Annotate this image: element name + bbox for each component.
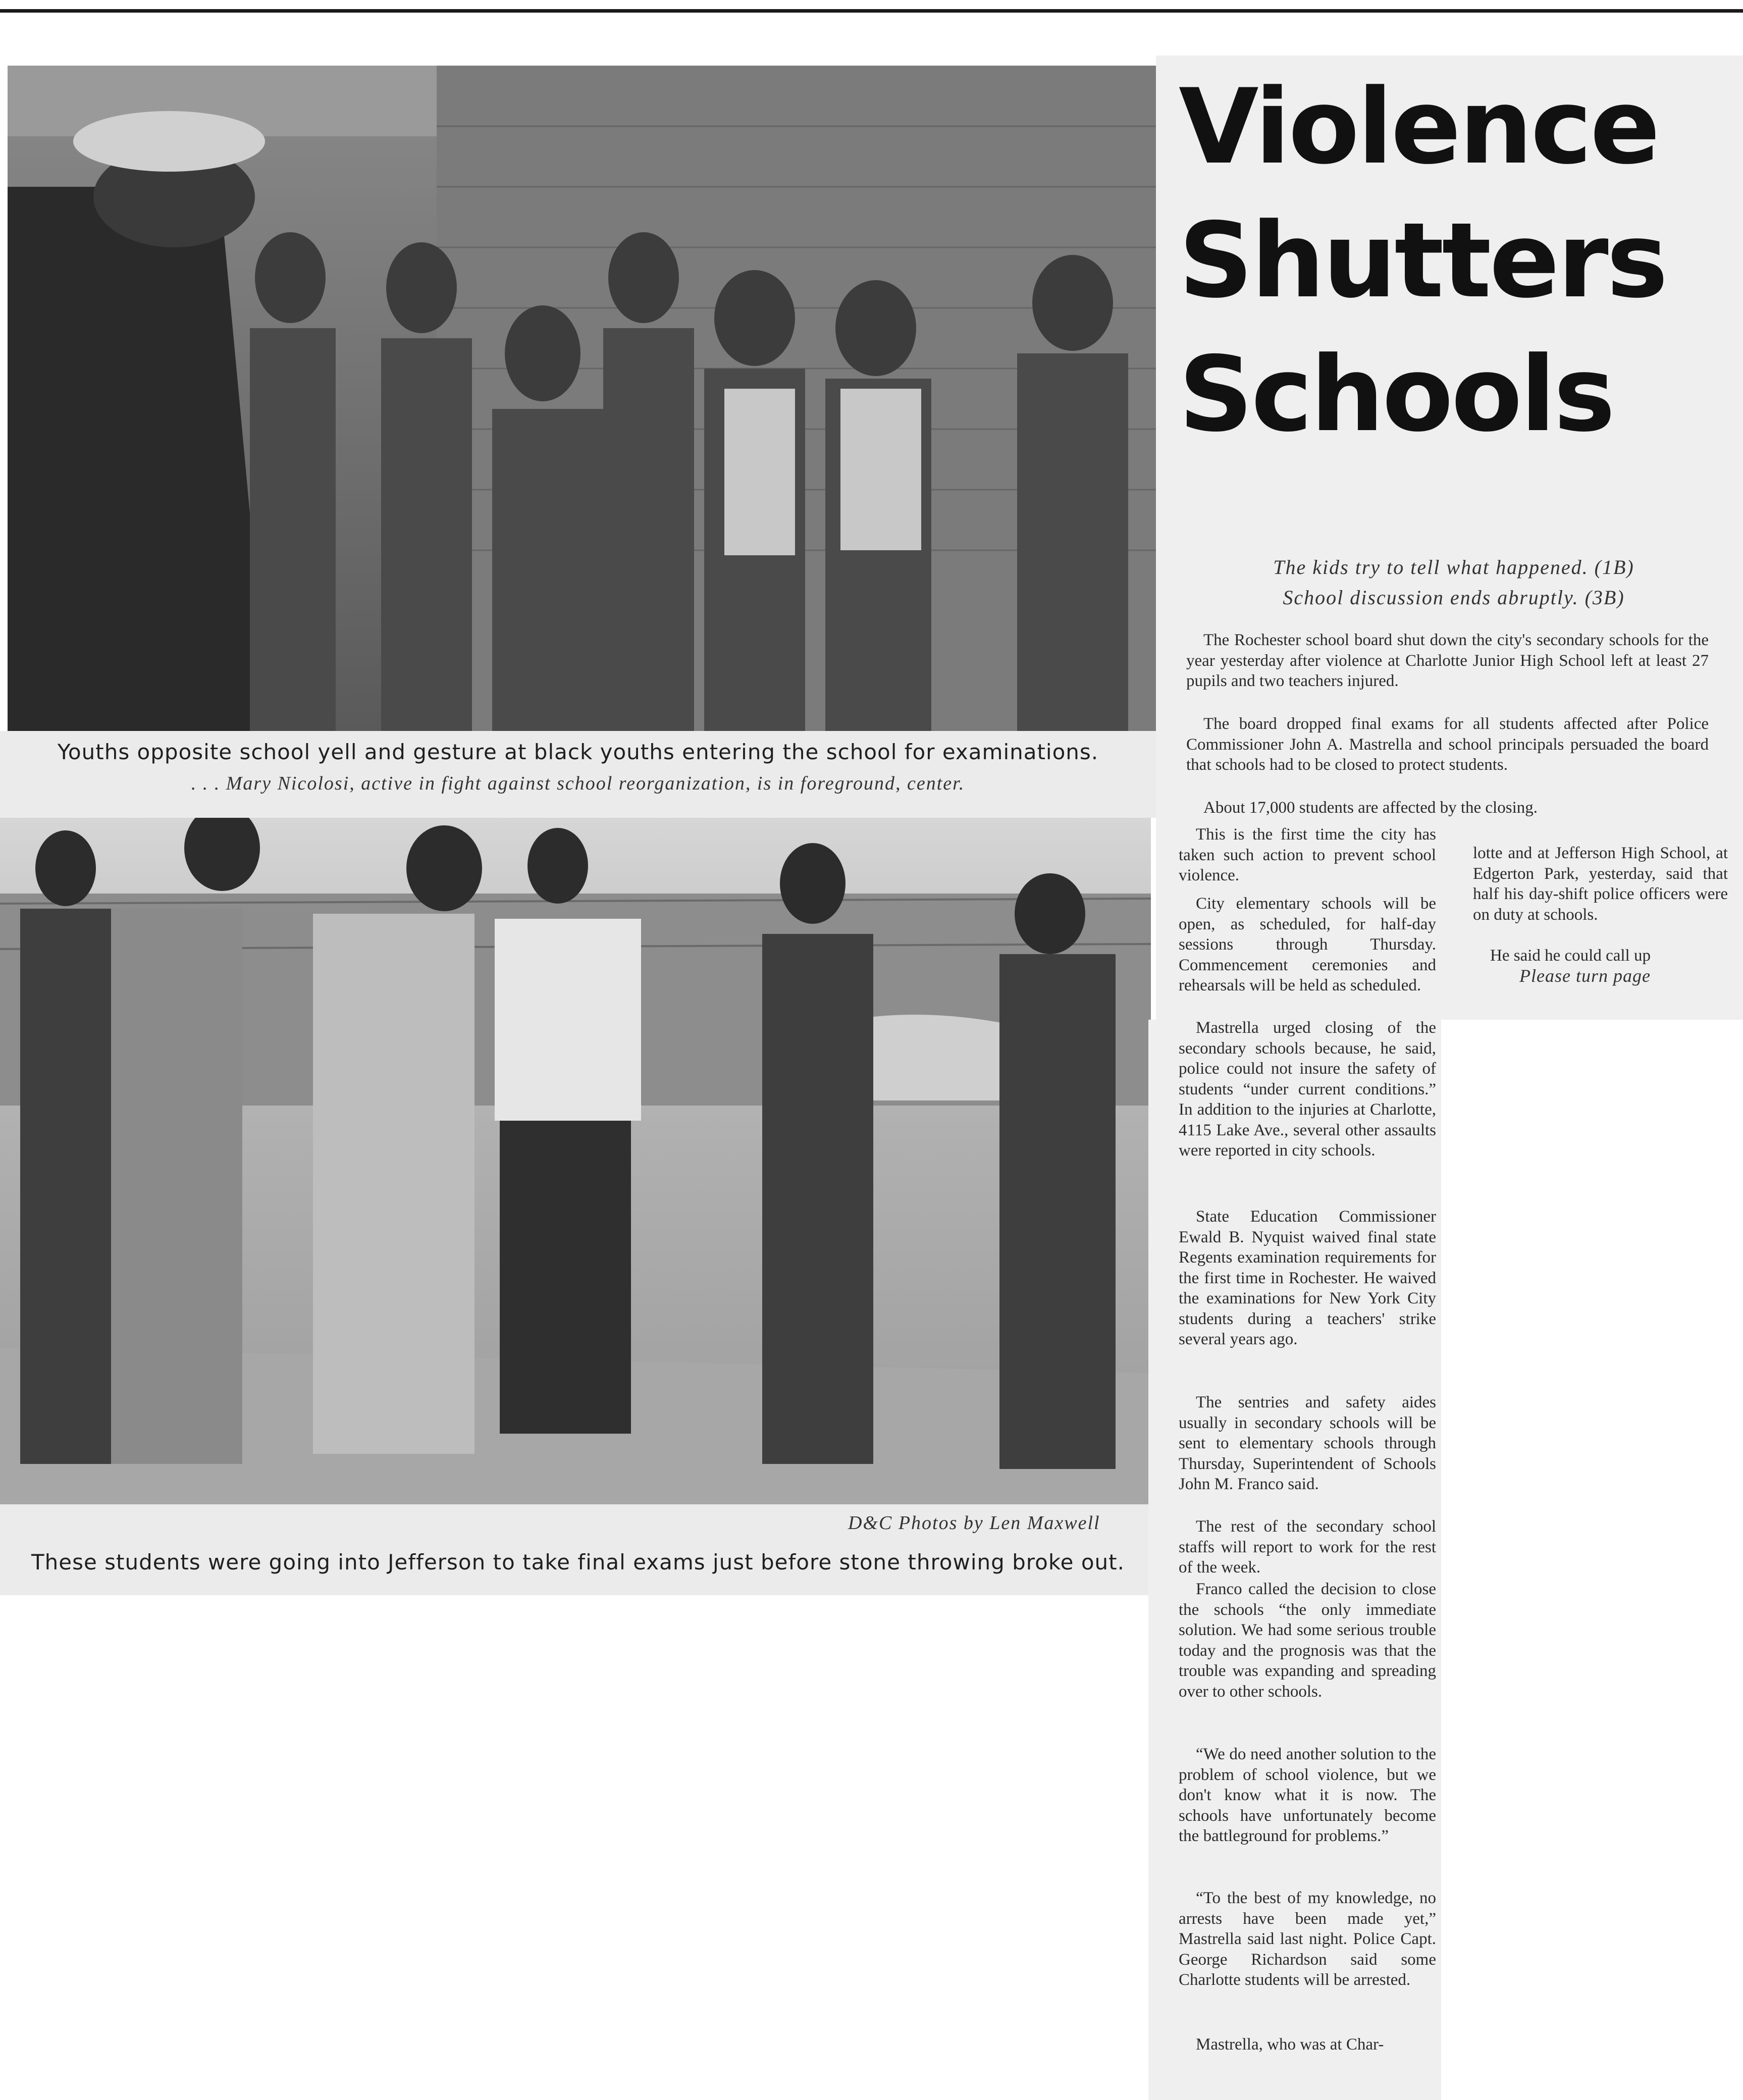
- headline-line-1: Violence: [1179, 67, 1658, 187]
- photo-credit: D&C Photos by Len Maxwell: [848, 1512, 1100, 1534]
- column1-paragraph-5: The sentries and safety aides usually in secondary schools will be sent to elementary schools through Thursday, Superintendent of Schools John M. Franco said.: [1179, 1393, 1436, 1493]
- photo1-caption: Youths opposite school yell and gesture at black youths entering the school for examinations.: [57, 740, 1099, 764]
- jump-line: Please turn page: [1519, 966, 1651, 986]
- photo-students-entering-jefferson: [0, 818, 1151, 1504]
- column1-paragraph-9: “To the best of my knowledge, no arrests have been made yet,” Mastrella said last night. Police Capt. George Richardson said some Charlotte students will be arrested.: [1179, 1889, 1436, 1989]
- article-paragraph-2: The board dropped final exams for all students affected after Police Commissioner John A. Mastrella and school principals persuaded the board that schools had to be closed to protect students.: [1186, 715, 1709, 774]
- column1-paragraph-4: State Education Commissioner Ewald B. Nyquist waived final state Regents examination requirements for the first time in Rochester. He waived the examinations for New York City students during a teachers' strike several years ago.: [1179, 1208, 1436, 1348]
- column1-paragraph-7: Franco called the decision to close the schools “the only immediate solution. We had some serious trouble today and the prognosis was that the trouble was expanding and spreading over to other schools.: [1179, 1580, 1436, 1701]
- column2-paragraph-1: lotte and at Jefferson High School, at Edgerton Park, yesterday, said that half his day-shift police officers were on duty at schools.: [1473, 844, 1728, 924]
- column1-paragraph-2: City elementary schools will be open, as scheduled, for half-day sessions through Thursday. Commencement ceremonies and rehearsals will be held as scheduled.: [1179, 895, 1436, 994]
- column1-paragraph-8: “We do need another solution to the problem of school violence, but we don't know what it is now. The schools have unfortunately become the battleground for problems.”: [1179, 1745, 1436, 1845]
- photo-youths-gesturing: [8, 66, 1156, 731]
- column1-paragraph-1: This is the first time the city has taken such action to prevent school violence.: [1179, 825, 1436, 884]
- headline-line-3: Schools: [1179, 335, 1614, 455]
- headline-line-2: Shutters: [1179, 201, 1666, 321]
- column1-paragraph-3: Mastrella urged closing of the secondary schools because, he said, police could not insure the safety of students “under current conditions.” In addition to the injuries at Charlotte, 4115 Lake Ave., several other assaults were reported in city schools.: [1179, 1019, 1436, 1160]
- column1-paragraph-6: The rest of the secondary school staffs will report to work for the rest of the week.: [1179, 1517, 1436, 1577]
- headline: [1179, 61, 1739, 462]
- teaser-2: School discussion ends abruptly. (3B): [1283, 586, 1625, 609]
- article-paragraph-3: About 17,000 students are affected by the closing.: [1203, 799, 1538, 817]
- article-paragraph-1: The Rochester school board shut down the city's secondary schools for the year yesterday after violence at Charlotte Junior High School left at least 27 pupils and two teachers injured.: [1186, 631, 1709, 690]
- teaser-1: The kids try to tell what happened. (1B): [1273, 556, 1634, 579]
- photo1-subcaption: . . . Mary Nicolosi, active in fight against school reorganization, is in foreground, center.: [191, 773, 965, 794]
- top-rule: [0, 9, 1743, 13]
- column1-paragraph-10: Mastrella, who was at Char-: [1196, 2035, 1384, 2054]
- photo2-caption: These students were going into Jefferson to take final exams just before stone throwing broke out.: [31, 1550, 1125, 1574]
- column2-paragraph-2: He said he could call up: [1490, 947, 1651, 965]
